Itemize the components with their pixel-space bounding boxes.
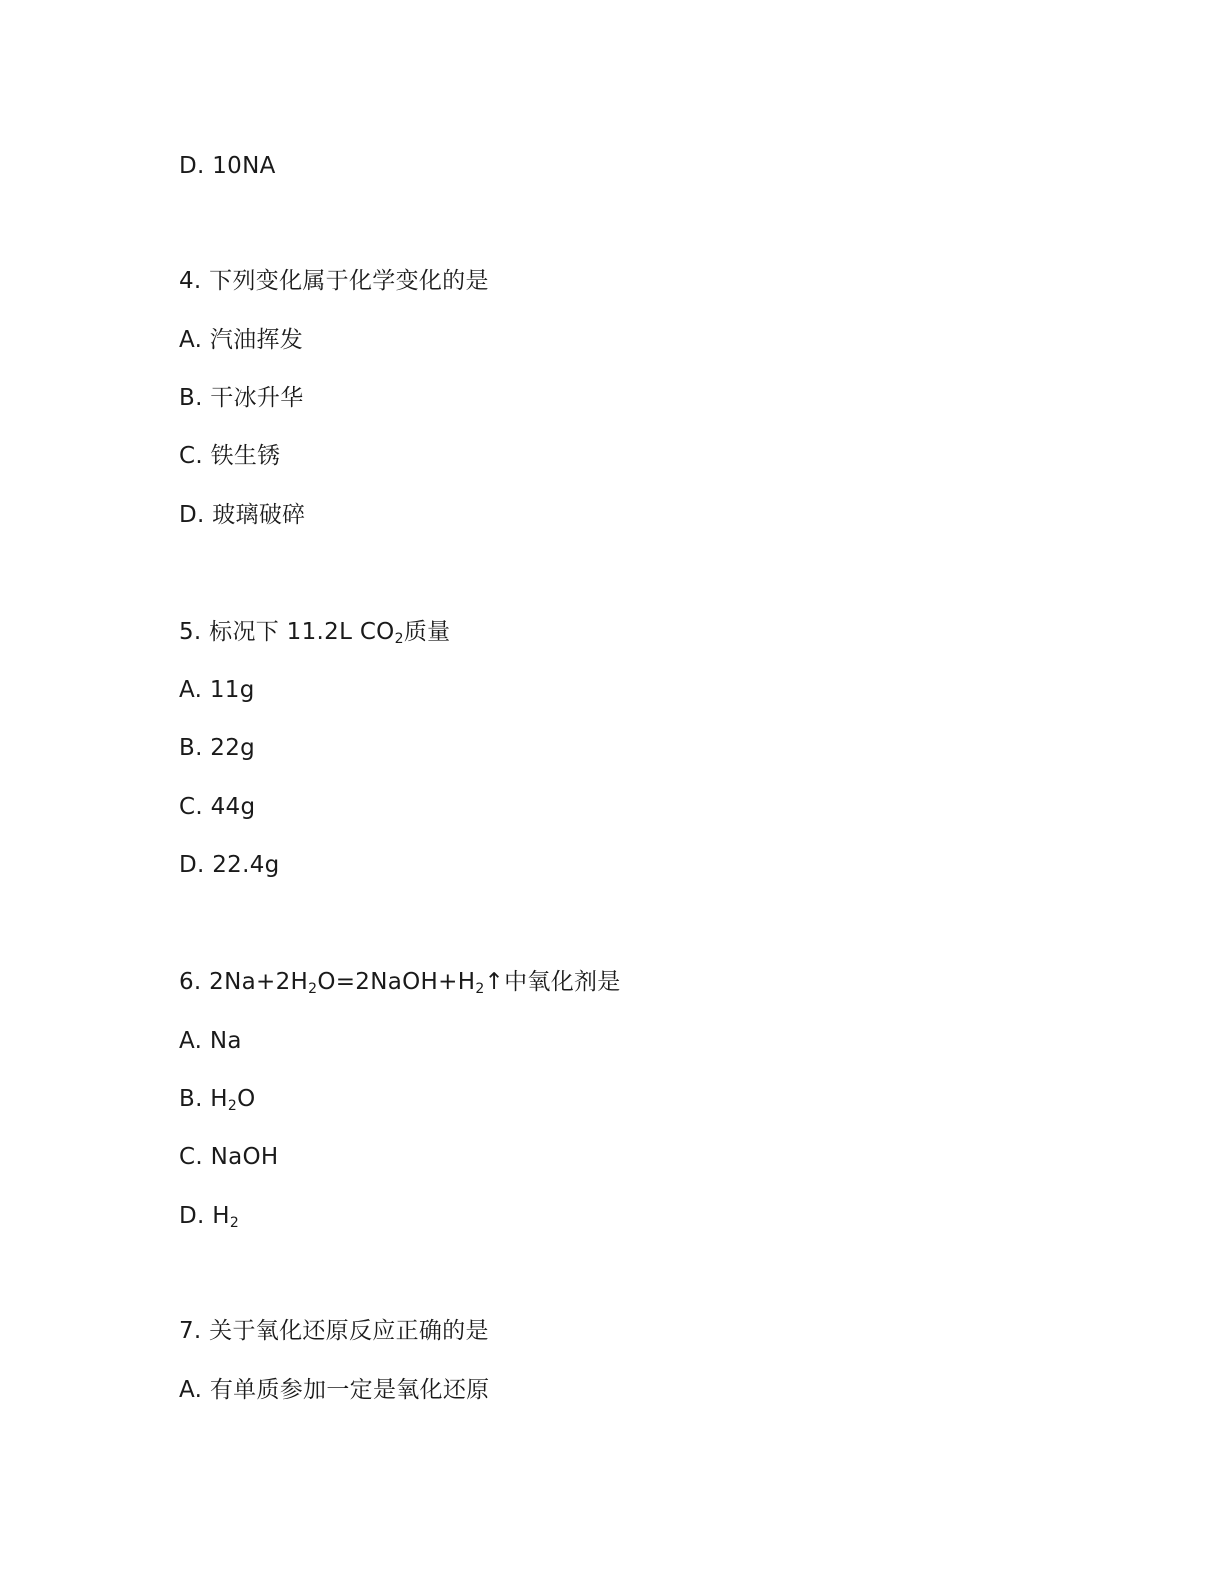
- question-5-option-b: B. 22g: [179, 735, 256, 761]
- question-text: 下列变化属于化学变化的是: [209, 268, 489, 294]
- question-number: 5.: [179, 619, 202, 645]
- prev-question-option-d: D. 10NA: [179, 153, 276, 179]
- question-5-option-a: A. 11g: [179, 677, 255, 703]
- question-6-option-b: B. $H_2O$: [179, 1086, 256, 1114]
- question-text: ↑中氧化剂是: [484, 969, 621, 995]
- question-4-stem: [179, 266, 489, 296]
- subscript: 2: [475, 981, 485, 997]
- question-6-option-c: C. NaOH: [179, 1144, 279, 1170]
- question-6-option-a: A. Na: [179, 1028, 242, 1054]
- question-6-stem: [179, 967, 621, 997]
- question-4-option-c: C. 铁生锈: [179, 443, 281, 469]
- question-6-option-d: D. $H_2$: [179, 1203, 240, 1231]
- question-5-stem: [179, 617, 450, 647]
- question-text: 关于氧化还原反应正确的是: [209, 1318, 489, 1344]
- question-4-option-a: A. 汽油挥发: [179, 327, 304, 353]
- question-7-stem: [179, 1316, 489, 1346]
- question-text: 标况下 11.2L CO: [209, 619, 395, 645]
- question-text: 2Na+2H: [209, 969, 309, 995]
- subscript: 2: [308, 981, 318, 997]
- question-text: O=2NaOH+H: [317, 969, 476, 995]
- question-7-option-a: A. 有单质参加一定是氧化还原: [179, 1377, 490, 1403]
- question-text: 质量: [403, 619, 451, 645]
- subscript: 2: [394, 631, 404, 647]
- question-5-option-c: C. 44g: [179, 794, 256, 820]
- question-5-option-d: D. 22.4g: [179, 852, 280, 878]
- subscript: 2: [229, 1215, 240, 1231]
- question-number: 6.: [179, 969, 202, 995]
- subscript: 2: [227, 1098, 238, 1114]
- question-number: 4.: [179, 268, 202, 294]
- question-4-option-b: B. 干冰升华: [179, 385, 304, 411]
- question-4-option-d: D. 玻璃破碎: [179, 502, 306, 528]
- question-number: 7.: [179, 1318, 202, 1344]
